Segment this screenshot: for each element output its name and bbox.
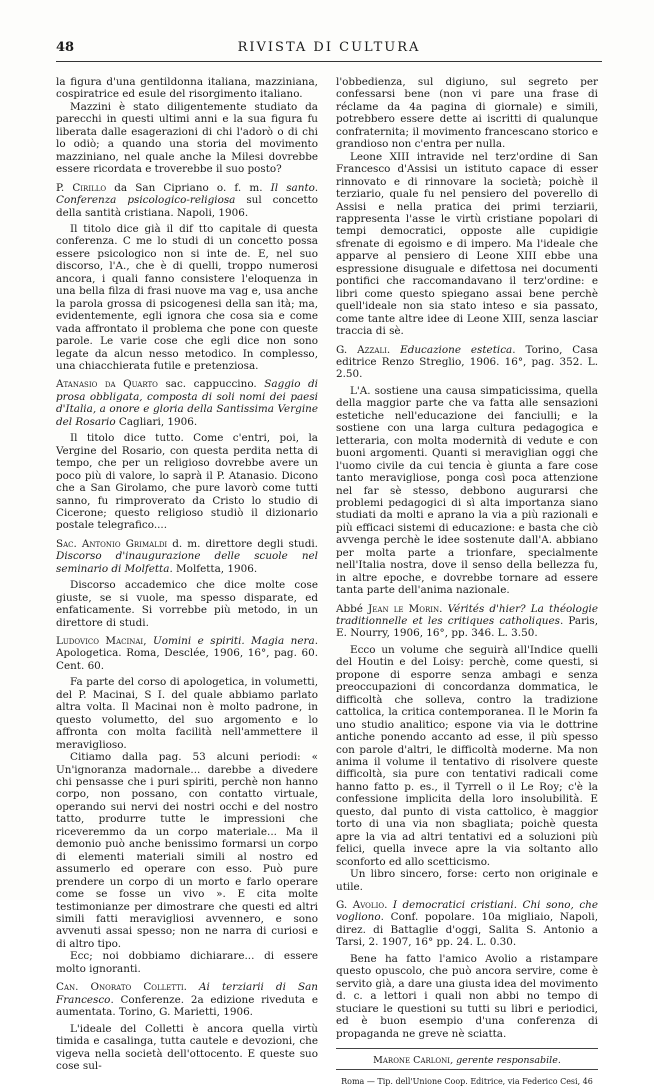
- review-title: I democratici cristiani. Chi sono, che vogliono: [336, 899, 598, 924]
- review-body: Ecc; noi dobbiamo dichiarare... di essere molto ignoranti.: [56, 950, 318, 975]
- review-citation: . Conf. popolare. 10a migliaio, Napoli, direz. di Battaglie d'oggi, Salita S. Antonio a Tarsi, 2. 1907, 16° pp. 24. L. 0.30.: [336, 911, 598, 949]
- review-body: Il titolo dice tutto. Come c'entri, poi, la Vergine del Rosario, con questa perdita netta di tempo, che per un religioso dovrebbe avere un poco più di valore, lo saprà il P. Atanasio. Dicono che a San Girolamo, che pure lavorò come tutti sanno, fu rimproverato da Cristo lo studio di Cicerone; questo religioso studiò il dizionario postale telegrafico....: [56, 432, 318, 532]
- review-citation: .: [386, 343, 401, 356]
- paragraph: l'obbedienza, sul digiuno, sul segreto per confessarsi bene (non vi pare una frase di réclame da 4a pagina di giornale) e simili, potrebbero essere dette ai iscritti di qualunque confraternita; il movimento francescano storico e grandioso non c'entra per nulla.: [336, 76, 598, 151]
- running-header: [56, 40, 602, 62]
- review-author: Sac. Antonio Grimaldi: [56, 537, 168, 550]
- review-author: Can. Onorato Colletti: [56, 981, 184, 994]
- review-title: Uomini e spiriti. Magia nera: [152, 635, 315, 648]
- review-title: Saggio di prosa obbligata, composta di soli nomi dei paesi d'Italia, a onore e gloria della Santissima Vergine del Rosario: [56, 378, 318, 428]
- paragraph: Mazzini è stato diligentemente studiato da parecchi in questi ultimi anni e la sua figura fu liberata dalle esagerazioni di chi l'adorò o di chi lo odiò; a quando una storia del movimento mazziniano, nel quale anche la Milesi dovrebbe essere ricordata e troverebbe il suo posto?: [56, 100, 318, 176]
- manager-name: Marone Carloni: [373, 1054, 451, 1066]
- review-body: Ecco un volume che seguirà all'Indice quelli del Houtin e del Loisy: perchè, come questi, si propone di esporre senza ambagi e senza preoccupazioni di concordanza dommatica, le difficoltà che solleva, contro la tradizione cattolica, la critica contemporanea. Il le Morin fa uno studio analitico; espone via via le dottrine antiche ponendo accanto ad esse, il più spesso con parole d'altri, le difficoltà moderne. Ma non anima il volume il tentativo di risolvere queste difficoltà, sia pure con tentativi radicali come hanno fatto p. es., il Tyrrell o il Le Roy; c'è la confessione implicita della loro insolubilità. E questo, dal punto di vista cattolico, è maggior torto di una via non sbagliata; poichè questa apre la via ad altri tentativi ed a soluzioni più felici, quella invece apre la via soltanto allo sconforto ed allo scetticismo.: [336, 643, 598, 868]
- review-citation: .: [439, 602, 448, 615]
- review-entry-cirillo: [56, 182, 318, 219]
- printer-imprint: Roma — Tip. dell'Unione Coop. Editrice, via Federico Cesi, 46: [341, 1077, 593, 1087]
- review-citation: . Paris, E. Nourry, 1906, 16°, pp. 346. L. 3.50.: [336, 615, 598, 640]
- review-entry-grimaldi: [56, 538, 318, 575]
- review-title: Il santo. Conferenza psicologico-religiosa: [56, 181, 318, 207]
- review-entry-colletti: [56, 981, 318, 1018]
- paragraph: la figura d'una gentildonna italiana, mazziniana, cospiratrice ed esule del risorgimento italiano.: [56, 76, 318, 101]
- review-body: Fa parte del corso di apologetica, in volumetti, del P. Macinai, S I. del quale abbiamo parlato altra volta. Il Macinai non è molto padrone, in questo volumetto, del suo argomento e lo affronta con molta facilità nell'ammettere il meraviglioso.: [56, 676, 318, 751]
- header-rule: [56, 61, 602, 62]
- review-citation: sac. cappuccino.: [157, 378, 265, 391]
- review-author: G. Avolio: [336, 899, 385, 911]
- review-body: Un libro sincero, forse: certo non originale e utile.: [336, 868, 598, 893]
- review-citation: Cagliari, 1906.: [115, 415, 198, 428]
- review-entry-le-morin: [336, 603, 598, 640]
- review-citation: . Conferenze. 2a edizione riveduta e aumentata. Torino, G. Marietti, 1906.: [56, 993, 318, 1019]
- review-citation: ,: [143, 635, 153, 648]
- review-entry-macinai: [56, 635, 318, 672]
- footer-rule: [336, 1048, 598, 1049]
- left-column: [56, 76, 319, 1072]
- manager-role: , gerente responsabile.: [450, 1054, 561, 1066]
- review-author-prefix: Abbé: [336, 602, 369, 615]
- review-citation: .: [384, 899, 393, 911]
- review-title: Ai terziarii di San Francesco: [56, 981, 318, 1006]
- review-body: Discorso accademico che dice molte cose giuste, se si vuole, ma spesso disparate, ed enfaticamente. Si vorrebbe più metodo, in un direttore di studi.: [56, 579, 318, 629]
- page-number: 48: [56, 40, 75, 55]
- review-entry-azzali: [336, 344, 598, 381]
- review-author: Ludovico Macinai: [56, 635, 144, 648]
- review-body: L'A. sostiene una causa simpaticissima, quella della maggior parte che va fatta alle sensazioni estetiche nell'educazione dei fanciulli; e la sostiene con una larga cultura pedagogica e letteraria, con molta modernità di vedute e con buoni argomenti. Quanti si meraviglian oggi che l'uomo civile da cui tencia è giunta a fare cose tanto meravigliose, ponga così poca attenzione nel far sè stesso, debbono augurarsi che problemi pedagogici di sì alta importanza siano studiati da molti e aprano la via a più razionali e più efficaci sistemi di educazione: e basta che ciò avvenga perchè le idee sostenute dall'A. abbiano per molta parte a trionfare, specialmente nell'Italia nostra, dove il senso della bellezza fu, in altre epoche, e dovrebbe tornare ad essere tanta parte dell'anima nazionale.: [336, 384, 598, 597]
- review-citation: sul concetto della santità cristiana. Napoli, 1906.: [56, 194, 319, 219]
- review-title: Vérités d'hier? La théologie traditionnelle et les critiques catholiques: [336, 602, 598, 628]
- right-column: [336, 76, 598, 1087]
- review-title: Educazione estetica: [400, 343, 513, 356]
- review-body: Citiamo dalla pag. 53 alcuni periodi: « Un'ignoranza madornale... darebbe a divedere chi pensasse che i puri spiriti, perchè non hanno corpo, non possano, con contatto virtuale, operando sui nervi dei nostri occhi e del nostro tatto, produrre tutte le impressioni che riceveremmo da un corpo materiale... Ma il demonio può anche benissimo formarsi un corpo di elementi materiali simili al nostro ed assumerlo ed operare con esso. Può pure prendere un corpo di un morto e farlo operare come se fosse un vivo ». E cita molte testimonianze per dimostrare che questi ed altri simili fatti meravigliosi avvennero, e sono avvenuti assai spesso; non ne narra di curiosi e di altro tipo.: [56, 751, 318, 950]
- review-author: Atanasio da Quarto: [56, 378, 158, 391]
- review-citation: d. m. direttore degli studi.: [167, 537, 318, 550]
- review-title: Discorso d'inaugurazione delle scuole nel seminario di Molfetta: [56, 550, 318, 575]
- journal-title: RIVISTA DI CULTURA: [237, 40, 421, 55]
- paragraph: Leone XIII intravide nel terz'ordine di San Francesco d'Assisi un istituto capace di esser rinnovato e di rinnovare la società; poichè il terziario, quale fu nel pensiero del poverello di Assisi e nella pratica dei primi terziarii, rappresenta l'asse le virtù cristiane popolari di tempi democratici, opposte alle cupidigie sfrenate di egoismo e di impero. Ma l'ideale che apparve al pensiero di Leone XIII ebbe una espressione disuguale e difettosa nei documenti pontifici che raccomandavano il terz'ordine: e libri come questo spiegano assai bene perchè quell'ideale non sia stato inteso e sia passato, come tante altre idee di Leone XIII, senza lasciar traccia di sè.: [336, 150, 598, 338]
- review-author: G. Azzali: [336, 343, 387, 356]
- review-citation: . Molfetta, 1906.: [169, 562, 258, 575]
- manager-line: [336, 1055, 598, 1067]
- review-citation: .: [183, 981, 200, 994]
- footer-rule: [336, 1069, 598, 1070]
- review-entry-atanasio: [56, 378, 318, 428]
- review-body: Bene ha fatto l'amico Avolio a ristampare questo opuscolo, che può ancora servire, come è servito già, a dare una giusta idea del movimento d. c. a lettori i quali non abbi no tempo di stuciare le questioni su tutti su libri e periodici, ed è buon esempio d'una conferenza di propaganda ne greve nè sciatta.: [336, 952, 598, 1040]
- review-body: Il titolo dice già il dif tto capitale di questa conferenza. C me lo studi di un concetto possa essere psicologico non si inte de. E, nel suo discorso, l'A., che è di quelli, troppo numerosi ancora, i quali fanno consistere l'eloquenza in una bella filza di frasi nuove ma vag e, usa anche la parola grossa di psicogenesi della san ità; ma, evidentemente, egli ignora che cosa sia e come vada affrontato il problema che pone con queste parole. Le varie cose che egli dice non sono legate da alcun nesso metodico. In complesso, una chiacchierata futile e pretenziosa.: [56, 222, 318, 372]
- review-citation: . Torino, Casa editrice Renzo Streglio, 1906. 16°, pag. 352. L. 2.50.: [336, 343, 598, 381]
- review-author: P. Cirillo: [56, 181, 107, 194]
- review-citation: . Apologetica. Roma, Desclée, 1906, 16°, pag. 60. Cent. 60.: [56, 635, 318, 672]
- review-author: Jean le Morin: [368, 602, 440, 615]
- review-body: L'ideale del Colletti è ancora quella virtù timida e casalinga, tutta cautele e devozioni, che vigeva nella società dell'ottocento. E queste suo cose sul-: [56, 1022, 318, 1072]
- review-entry-avolio: [336, 899, 598, 949]
- review-citation: da San Cipriano o. f. m.: [106, 181, 271, 194]
